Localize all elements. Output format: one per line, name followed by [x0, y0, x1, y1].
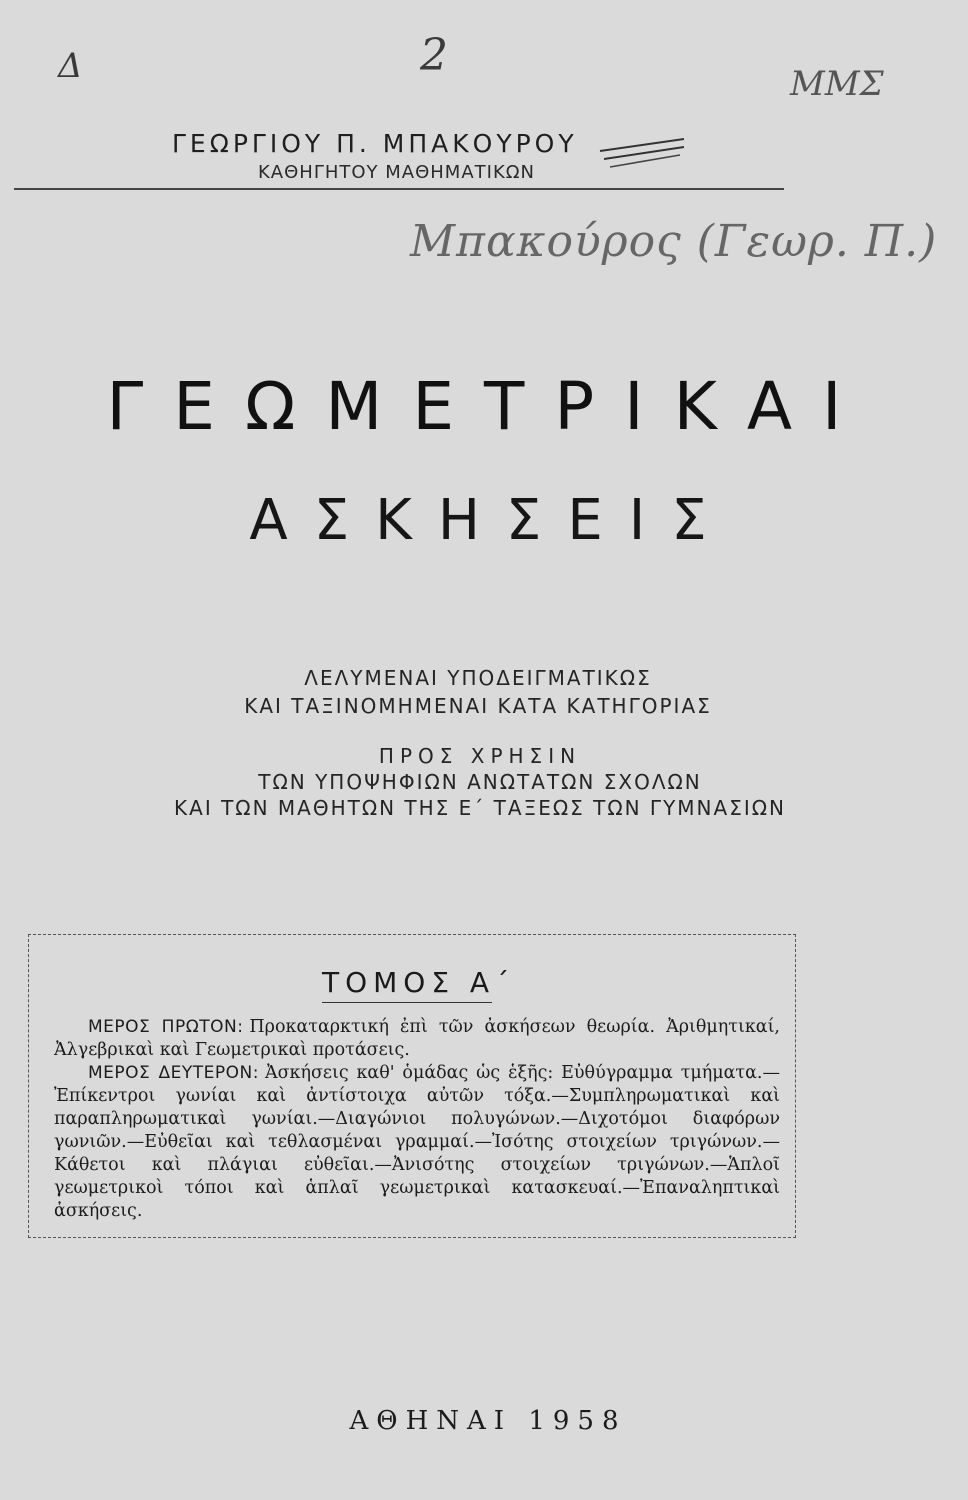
part-two-text: Ἀσκήσεις καθ' ὁμάδας ὡς ἑξῆς: Εὐθύγραμμα τμήματα.—Ἐπίκεντροι γωνίαι καὶ ἀντίστοιχα αὐτῶν τόξα.—Συμπληρωματικαὶ καὶ παραπληρωματικαὶ γωνίαι.—Διαγώνιοι πολυγώνων.—Διχοτόμοι διαφόρων γωνιῶν.—Εὐθεῖαι καὶ τεθλασμέναι γραμμαί.—Ἰσότης στοιχείων τριγώνων.—Κάθετοι καὶ πλάγιαι εὐθεῖαι.—Ἀνισότης στοιχείων τριγώνων.—Ἁπλοῖ γεωμετρικοὶ τόποι καὶ ἁπλαῖ γεωμετρικαὶ κατασκευαί.—Ἐπαναληπτικαὶ ἀσκήσεις.: [54, 1063, 780, 1221]
handwritten-mark-top-left: Δ: [58, 46, 83, 86]
volume-title: ΤΟΜΟΣ Α΄: [322, 966, 516, 999]
subtitle-line-1: ΛΕΛΥΜΕΝΑΙ ΥΠΟΔΕΙΓΜΑΤΙΚΩΣ: [304, 666, 652, 690]
handwritten-author-note: Μπακούρος (Γεωρ. Π.): [410, 216, 938, 267]
book-title-line-1: ΓΕΩΜΕΤΡΙΚΑΙ: [106, 368, 872, 445]
part-one-text: Προκαταρκτική ἐπὶ τῶν ἀσκήσεων θεωρία. Ἀριθμητικαί, Ἀλγεβρικαὶ καὶ Γεωμετρικαὶ προτάσεις.: [54, 1017, 780, 1060]
author-position: ΚΑΘΗΓΗΤΟΥ ΜΑΘΗΜΑΤΙΚΩΝ: [258, 162, 535, 183]
part-two-label: ΜΕΡΟΣ ΔΕΥΤΕΡΟΝ:: [88, 1063, 259, 1083]
subtitle-line-2: ΚΑΙ ΤΑΞΙΝΟΜΗΜΕΝΑΙ ΚΑΤΑ ΚΑΤΗΓΟΡΙΑΣ: [244, 694, 712, 718]
part-two-paragraph: [54, 1062, 780, 1223]
audience-heading: ΠΡΟΣ ΧΡΗΣΙΝ: [378, 744, 582, 768]
book-title-line-2: ΑΣΚΗΣΕΙΣ: [249, 488, 733, 553]
audience-line-2: ΚΑΙ ΤΩΝ ΜΑΘΗΤΩΝ ΤΗΣ Ε΄ ΤΑΞΕΩΣ ΤΩΝ ΓΥΜΝΑΣΙΩΝ: [174, 796, 786, 820]
header-rule: [14, 188, 784, 190]
volume-title-underline: [322, 1002, 492, 1003]
audience-line-1: ΤΩΝ ΥΠΟΨΗΦΙΩΝ ΑΝΩΤΑΤΩΝ ΣΧΟΛΩΝ: [258, 770, 702, 794]
part-one-label: ΜΕΡΟΣ ΠΡΩΤΟΝ:: [88, 1017, 244, 1037]
publication-place-year: ΑΘΗΝΑΙ 1958: [349, 1406, 627, 1436]
handwritten-underline-marks: [596, 137, 686, 177]
part-one-paragraph: [54, 1016, 780, 1062]
author-name: ΓΕΩΡΓΙΟΥ Π. ΜΠΑΚΟΥΡΟΥ: [172, 129, 578, 158]
handwritten-page-number: 2: [420, 30, 448, 81]
volume-contents: [54, 1016, 780, 1223]
handwritten-mark-top-right: ΜΜΣ: [790, 64, 884, 104]
